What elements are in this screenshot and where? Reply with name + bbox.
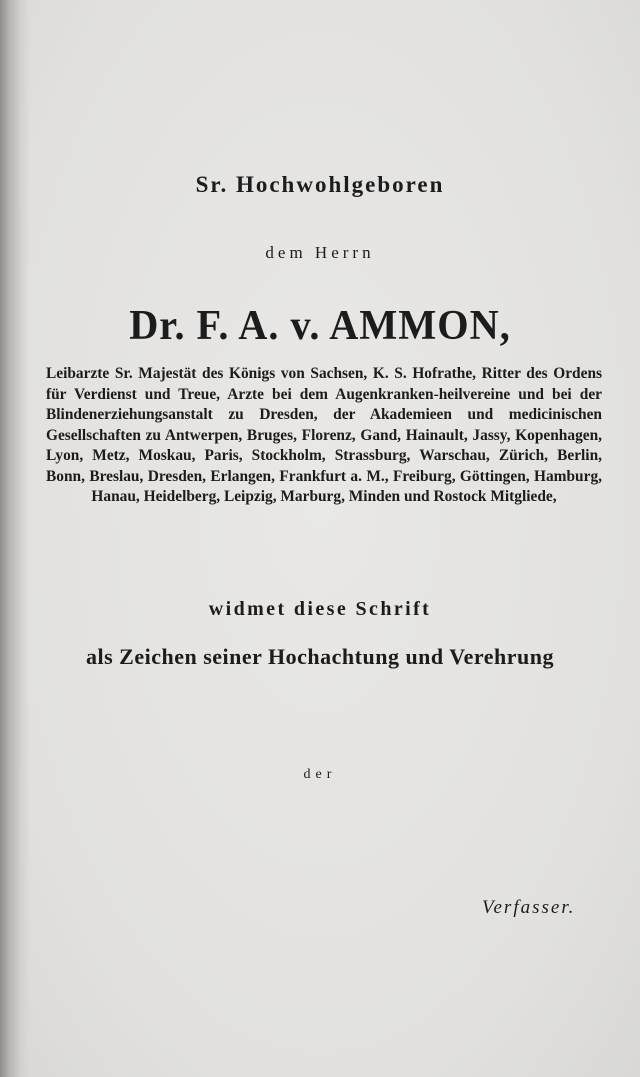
dedication-sentiment: als Zeichen seiner Hochachtung und Verehrung: [86, 644, 554, 669]
page-gutter-shadow: [0, 0, 30, 1077]
author-signature: Verfasser.: [482, 897, 576, 918]
dedicatee-titles-paragraph: Leibarzte Sr. Majestät des Königs von Sachsen, K. S. Hofrathe, Ritter des Ordens für Verdienst und Treue, Arzte bei dem Augenkranken-heilvereine und bei der Blindenerziehungsanstalt zu Dresden, der Akademieen und medicinischen Gesellschaften zu Antwerpen, Bruges, Florenz, Gand, Hainault, Jassy, Kopenhagen, Lyon, Metz, Moskau, Paris, Stockholm, Strassburg, Warschau, Zürich, Berlin, Bonn, Breslau, Dresden, Erlangen, Frankfurt a. M., Freiburg, Göttingen, Hamburg, Hanau, Heidelberg, Leipzig, Marburg, Minden und Rostock Mitgliede,: [46, 365, 602, 505]
der-line: der: [303, 767, 337, 782]
salutation: Sr. Hochwohlgeboren: [195, 172, 445, 197]
dedicatee-name: Dr. F. A. v. AMMON,: [129, 303, 511, 349]
dem-herrn-line: dem Herrn: [265, 243, 375, 262]
dedication-statement: widmet diese Schrift: [208, 598, 432, 620]
